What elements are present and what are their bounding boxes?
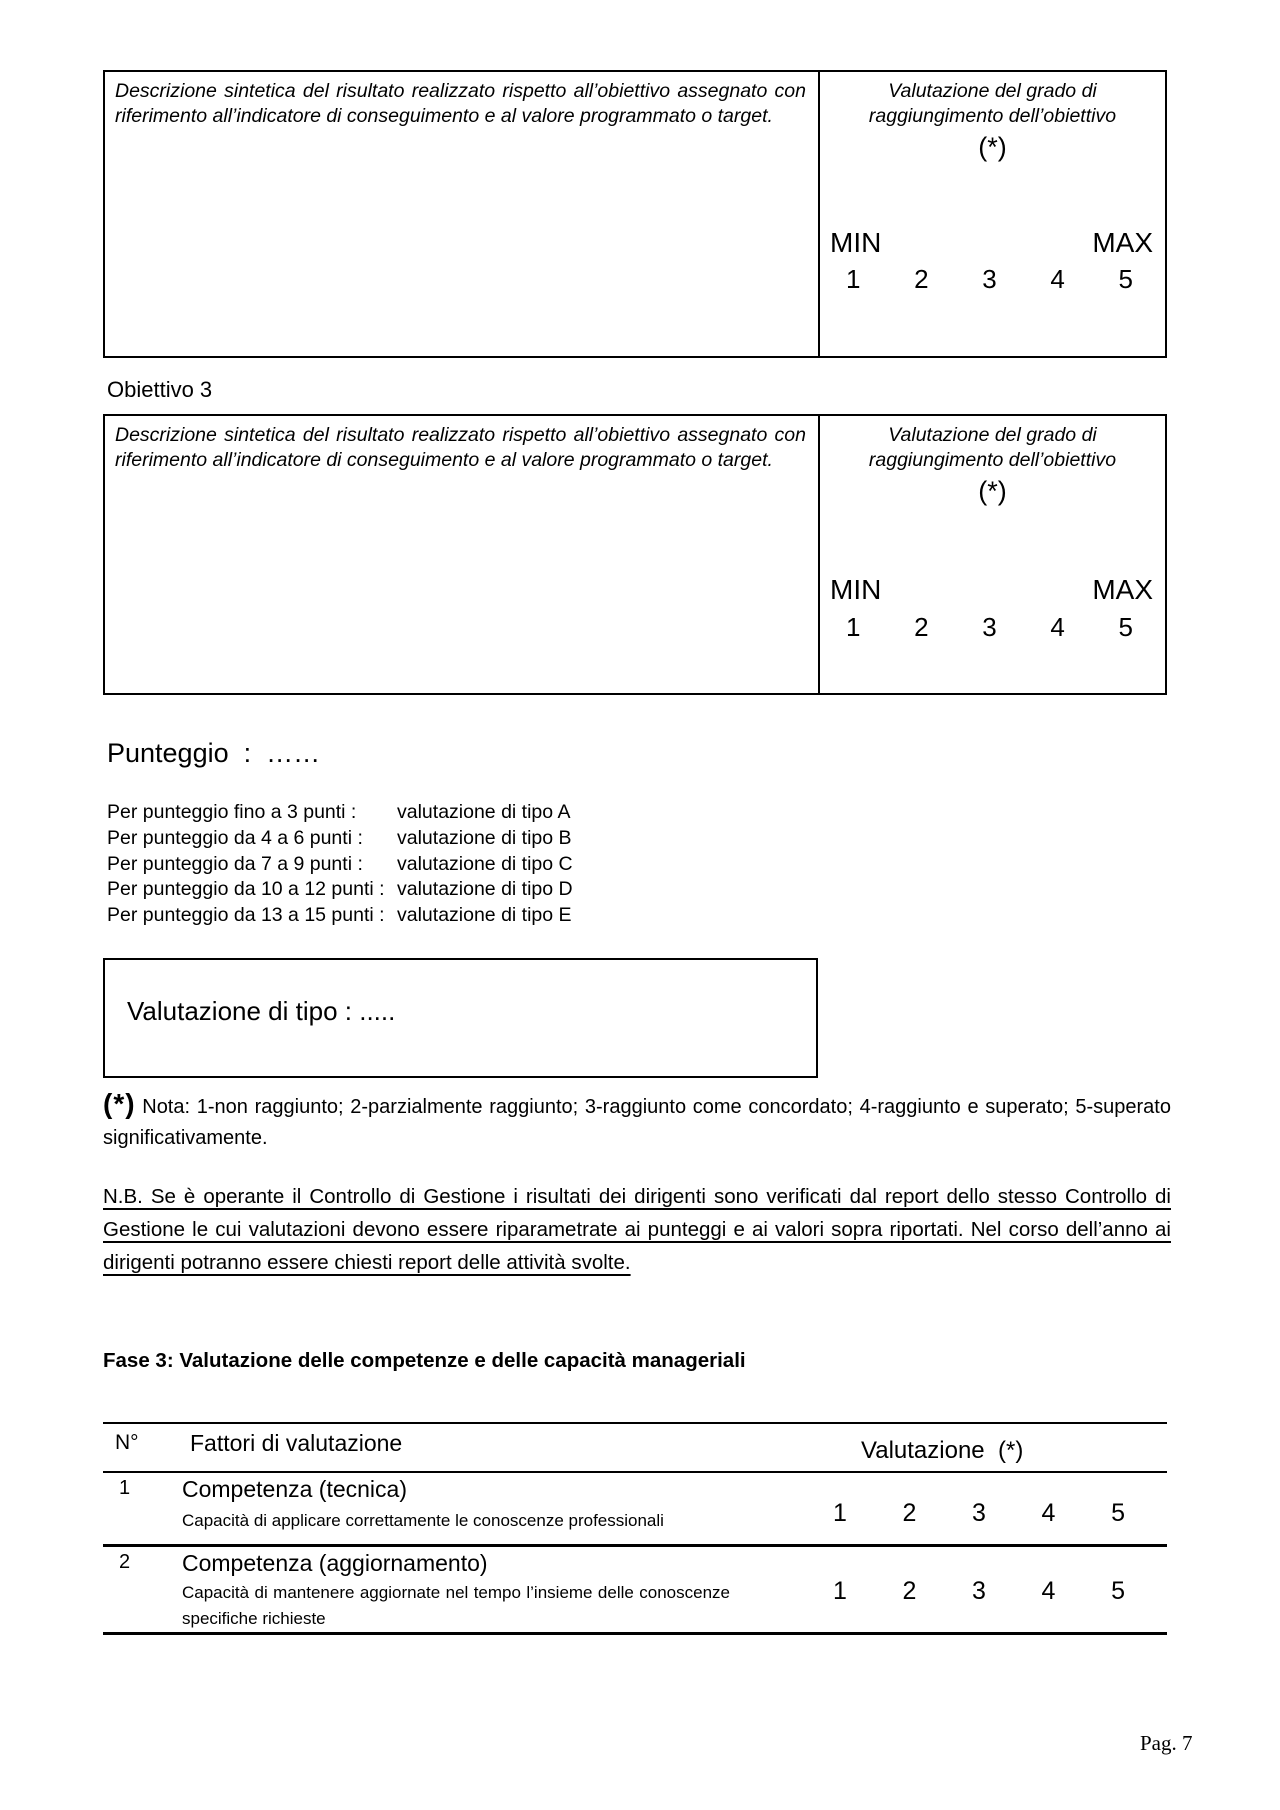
nota-asterisk: (*) [103, 1088, 136, 1119]
factor-rating-scale [833, 1499, 1125, 1528]
objective-description-text: Descrizione sintetica del risultato realizzato rispetto all’obiettivo assegnato con riferimento all’indicatore di conseguimento e al valore programmato o target. [115, 424, 806, 471]
table-row [103, 1473, 1167, 1547]
factor-number: 2 [119, 1551, 131, 1573]
score-mapping-list [107, 800, 573, 929]
score-range: Per punteggio da 4 a 6 punti : [107, 826, 363, 849]
scale-value-3: 3 [982, 612, 997, 642]
scale-value-3: 3 [982, 264, 997, 294]
scale-value-2: 2 [902, 1499, 917, 1527]
score-range: Per punteggio da 10 a 12 punti : [107, 878, 385, 901]
factors-table-header [103, 1424, 1167, 1473]
page-number-label: Pag. 7 [1140, 1731, 1193, 1755]
scale-value-4: 4 [1050, 612, 1065, 642]
column-header-number: N° [115, 1431, 139, 1454]
rating-header-text: Valutazione del grado di raggiungimento dell’obiettivo [868, 424, 1117, 471]
factor-title: Competenza (tecnica) [182, 1476, 407, 1502]
max-label: MAX [1092, 227, 1153, 258]
scale-value-1: 1 [833, 1577, 847, 1605]
scale-value-3: 3 [972, 1499, 986, 1527]
rating-scale-row [846, 612, 1133, 643]
rating-header-text: Valutazione del grado di raggiungimento dell’obiettivo [868, 80, 1117, 127]
scale-value-3: 3 [972, 1577, 986, 1605]
scale-value-5: 5 [1111, 1499, 1125, 1527]
factor-description: Capacità di mantenere aggiornate nel tempo l’insieme delle conoscenze specifiche richieste [182, 1583, 730, 1628]
scale-value-2: 2 [914, 612, 929, 642]
objective-rating-cell [820, 72, 1165, 356]
scale-value-1: 1 [846, 264, 861, 294]
scale-value-4: 4 [1050, 264, 1065, 294]
valutazione-tipo-box [103, 958, 818, 1078]
scale-value-2: 2 [902, 1577, 917, 1605]
column-header-factors: Fattori di valutazione [190, 1430, 403, 1456]
score-result: valutazione di tipo C [397, 852, 573, 875]
rating-asterisk: (*) [978, 476, 1007, 506]
min-label: MIN [830, 574, 882, 605]
scale-value-5: 5 [1118, 612, 1133, 642]
obiettivo-3-heading: Obiettivo 3 [107, 377, 213, 402]
minmax-row [830, 227, 1153, 259]
minmax-row [830, 574, 1153, 606]
score-result: valutazione di tipo E [397, 904, 572, 927]
factors-table [103, 1422, 1167, 1635]
punteggio-heading: Punteggio : …… [107, 738, 321, 768]
rating-scale-row [846, 264, 1133, 295]
nota-text: Nota: 1-non raggiunto; 2-parzialmente raggiunto; 3-raggiunto come concordato; 4-raggiunto e superato; 5-superato significativamente. [103, 1096, 1171, 1149]
fase3-heading: Fase 3: Valutazione delle competenze e delle capacità manageriali [103, 1349, 746, 1372]
score-range: Per punteggio da 7 a 9 punti : [107, 852, 363, 875]
score-mapping-row [107, 877, 573, 903]
objective-description-cell [105, 416, 820, 693]
score-mapping-row [107, 826, 573, 852]
scale-value-5: 5 [1111, 1577, 1125, 1605]
scale-value-2: 2 [914, 264, 929, 294]
min-label: MIN [830, 227, 882, 258]
scale-value-4: 4 [1041, 1577, 1056, 1605]
objective-table-2 [103, 70, 1167, 358]
score-result: valutazione di tipo B [397, 826, 572, 849]
score-mapping-row [107, 800, 573, 826]
objective-description-text: Descrizione sintetica del risultato realizzato rispetto all’obiettivo assegnato con riferimento all’indicatore di conseguimento e al valore programmato o target. [115, 80, 806, 127]
objective-description-cell [105, 72, 820, 356]
valutazione-tipo-label: Valutazione di tipo : ..... [127, 996, 396, 1026]
scale-value-5: 5 [1118, 264, 1133, 294]
score-result: valutazione di tipo D [397, 878, 573, 901]
scale-value-1: 1 [833, 1499, 847, 1527]
score-result: valutazione di tipo A [397, 801, 571, 823]
factor-rating-scale [833, 1577, 1125, 1606]
scale-value-1: 1 [846, 612, 861, 642]
table-row [103, 1547, 1167, 1635]
nota-paragraph [103, 1088, 1171, 1154]
score-mapping-row [107, 852, 573, 878]
score-range: Per punteggio fino a 3 punti : [107, 801, 357, 823]
factor-number: 1 [119, 1477, 131, 1499]
objective-rating-cell [820, 416, 1165, 693]
max-label: MAX [1092, 574, 1153, 605]
nb-note: N.B. Se è operante il Controllo di Gestione i risultati dei dirigenti sono verificati dal report dello stesso Controllo di Gestione le cui valutazioni devono essere riparametrate ai punteggi e ai valori sopra riportati. Nel corso dell’anno ai dirigenti potranno essere chiesti report delle attività svolte. [103, 1185, 1171, 1274]
score-mapping-row [107, 903, 573, 929]
objective-table-3 [103, 414, 1167, 695]
score-range: Per punteggio da 13 a 15 punti : [107, 904, 385, 927]
factor-description: Capacità di applicare correttamente le conoscenze professionali [182, 1511, 664, 1530]
factor-title: Competenza (aggiornamento) [182, 1550, 488, 1576]
scale-value-4: 4 [1041, 1499, 1056, 1527]
column-header-rating: Valutazione (*) [861, 1437, 1024, 1464]
rating-asterisk: (*) [978, 132, 1007, 162]
